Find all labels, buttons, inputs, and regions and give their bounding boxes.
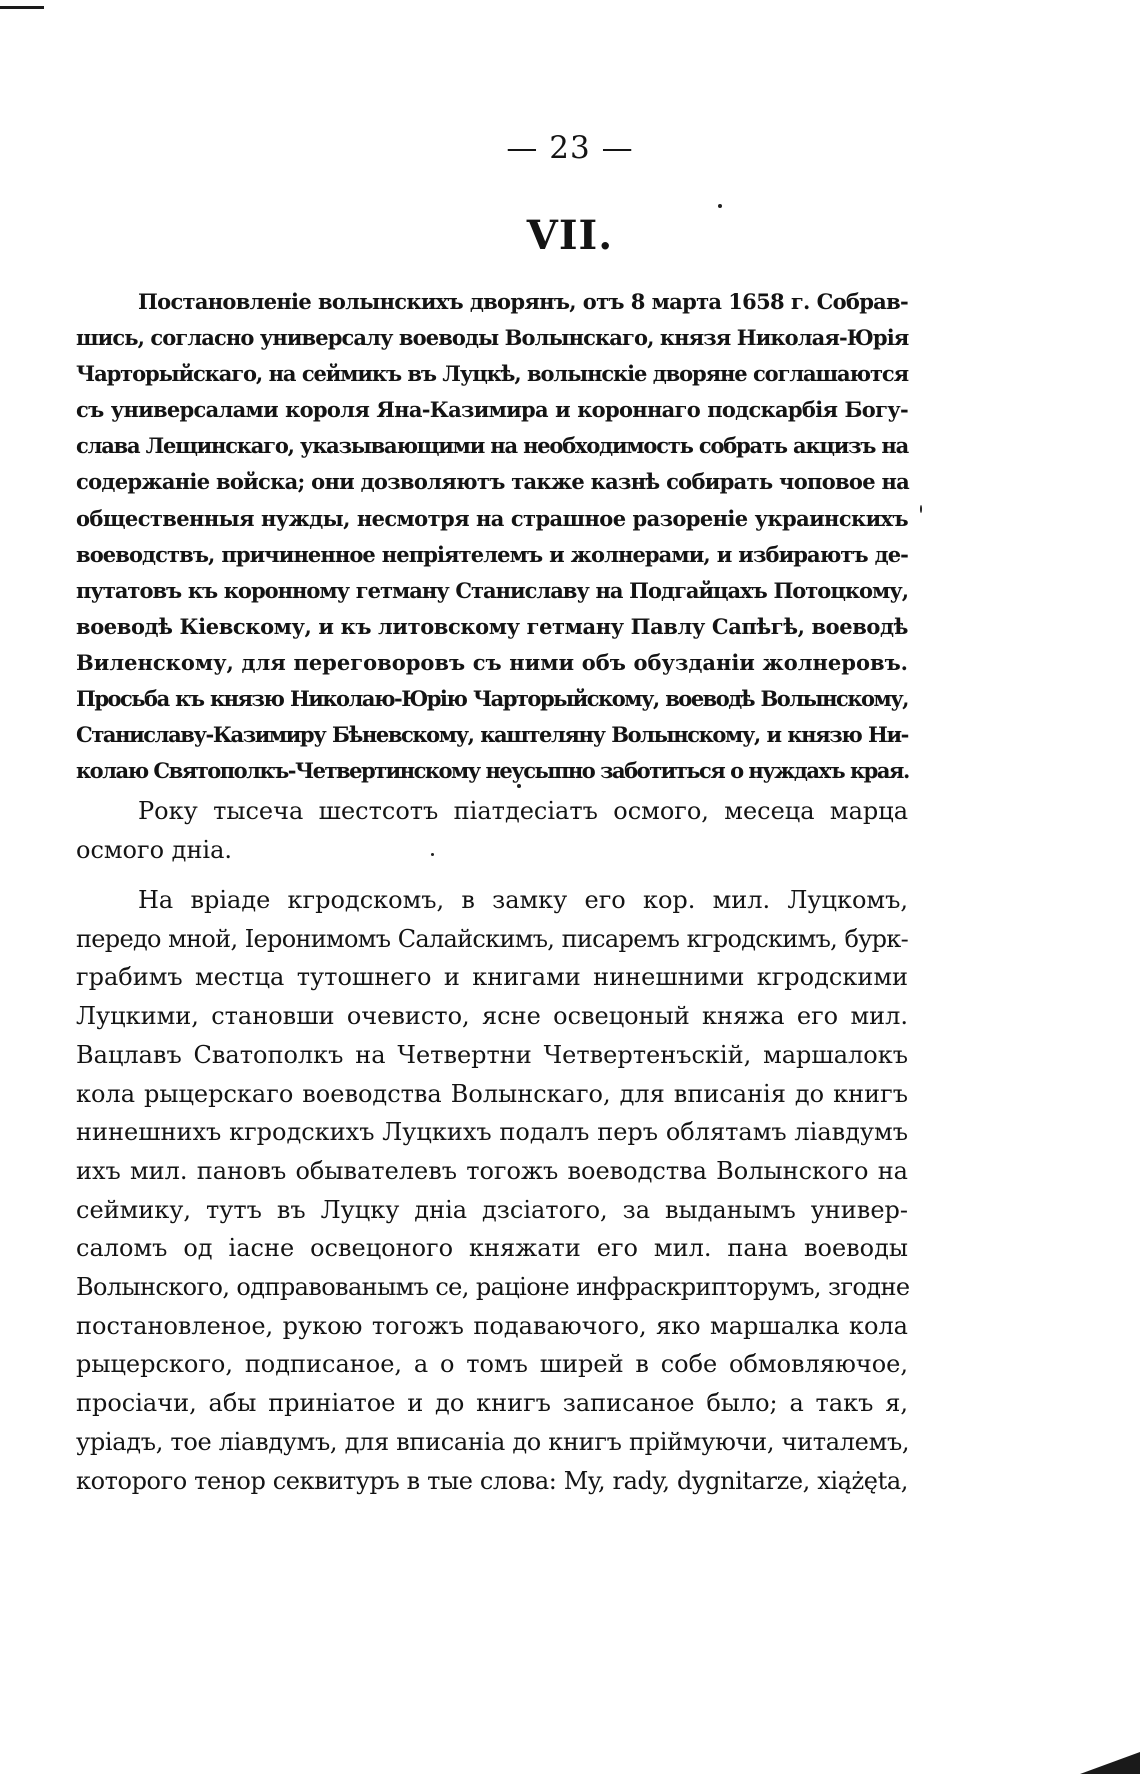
summary-line: слава Лещинскаго, указывающими на необходимость собрать акцизъ на bbox=[76, 433, 908, 459]
print-speck bbox=[431, 853, 434, 856]
paragraph-line: Року тысеча шестсотъ піатдесіатъ осмого, месеца марца bbox=[138, 797, 908, 825]
section-summary bbox=[76, 284, 908, 789]
summary-line: Виленскому, для переговоровъ съ ними объ обузданіи жолнеровъ. bbox=[76, 649, 908, 675]
section-numeral: VII. bbox=[526, 212, 614, 259]
paragraph-line: которого тенор секвитуръ в тые слова: My, rady, dygnitarze, xiążęta, bbox=[76, 1466, 908, 1495]
summary-line: Постановленіе волынскихъ дворянъ, отъ 8 марта 1658 г. Собрав- bbox=[138, 289, 908, 314]
print-speck bbox=[920, 505, 922, 513]
summary-line: съ универсалами короля Яна-Казимира и короннаго подскарбія Богу- bbox=[76, 397, 908, 423]
corner-mark bbox=[1080, 1752, 1140, 1774]
print-speck bbox=[517, 784, 521, 788]
paragraph-line: кола рыцерскаго воеводства Волынскаго, для вписанія до книгъ bbox=[76, 1079, 908, 1108]
summary-line: Станиславу-Казимиру Бѣневскому, каштеляну Волынскому, и князю Ни- bbox=[76, 722, 908, 748]
paragraph-line: Волынского, одправованымъ се, раціоне инфраскрипторумъ, згодне bbox=[76, 1273, 910, 1302]
body-paragraph bbox=[76, 792, 908, 869]
paragraph-line: ихъ мил. пановъ обывателевъ тогожъ воеводства Волынского на bbox=[76, 1156, 908, 1185]
summary-line: воеводѣ Кіевскому, и къ литовскому гетману Павлу Сапѣгѣ, воеводѣ bbox=[76, 613, 908, 639]
top-edge-rule bbox=[0, 6, 44, 9]
summary-line: путатовъ къ коронному гетману Станиславу на Подгайцахъ Потоцкому, bbox=[76, 577, 908, 603]
paragraph-line: осмого дніа. bbox=[76, 835, 233, 864]
paragraph-line: Луцкими, становши очевисто, ясне освецоный княжа его мил. bbox=[76, 1002, 908, 1031]
paragraph-line: передо мной, Іеронимомъ Салайскимъ, писаремъ кгродскимъ, бурк- bbox=[76, 924, 908, 953]
summary-line: воеводствъ, причиненное непріятелемъ и жолнерами, и избираютъ де- bbox=[76, 541, 908, 567]
summary-line: колаю Святополкъ-Четвертинскому неусыпно заботиться о нуждахъ края. bbox=[76, 758, 909, 784]
paragraph-line: саломъ од іасне освецоного княжати его мил. пана воеводы bbox=[76, 1234, 908, 1263]
paragraph-line: сеймику, тутъ въ Луцку дніа дзсіатого, за выданымъ универ- bbox=[76, 1195, 908, 1224]
summary-line: общественныя нужды, несмотря на страшное разореніе украинскихъ bbox=[76, 505, 908, 531]
print-speck bbox=[718, 204, 722, 208]
paragraph-line: уріадъ, тое ліавдумъ, для вписаніа до книгъ пріймуючи, читалемъ, bbox=[76, 1427, 910, 1456]
summary-line: содержаніе войска; они дозволяютъ также казнѣ собирать чоповое на bbox=[76, 469, 910, 495]
summary-line: Просьба къ князю Николаю-Юрію Чарторыйскому, воеводѣ Волынскому, bbox=[76, 686, 908, 712]
paragraph-line: нинешнихъ кгродскихъ Луцкихъ подалъ перъ облятамъ ліавдумъ bbox=[76, 1118, 908, 1147]
paragraph-line: просіачи, абы приніатое и до книгъ записаное было; а такъ я, bbox=[76, 1389, 908, 1418]
paragraph-line: Вацлавъ Сватополкъ на Четвертни Четвертенъскій, маршалокъ bbox=[76, 1040, 908, 1069]
summary-line: шись, согласно универсалу воеводы Волынскаго, князя Николая-Юрія bbox=[76, 325, 909, 351]
paragraph-line: грабимъ местца тутошнего и книгами нинешними кгродскими bbox=[76, 963, 908, 992]
body-paragraph bbox=[76, 881, 908, 1500]
paragraph-line: постановленое, рукою тогожъ подаваючого, яко маршалка кола bbox=[76, 1311, 908, 1340]
paragraph-line: На вріаде кгродскомъ, в замку его кор. мил. Луцкомъ, bbox=[138, 886, 908, 914]
summary-line: Чарторыйскаго, на сеймикъ въ Луцкѣ, волынскіе дворяне соглашаются bbox=[76, 361, 908, 387]
paragraph-line: рыцерского, подписаное, а о томъ ширей в собе обмовляючое, bbox=[76, 1350, 908, 1379]
page-number: — 23 — bbox=[506, 130, 634, 166]
